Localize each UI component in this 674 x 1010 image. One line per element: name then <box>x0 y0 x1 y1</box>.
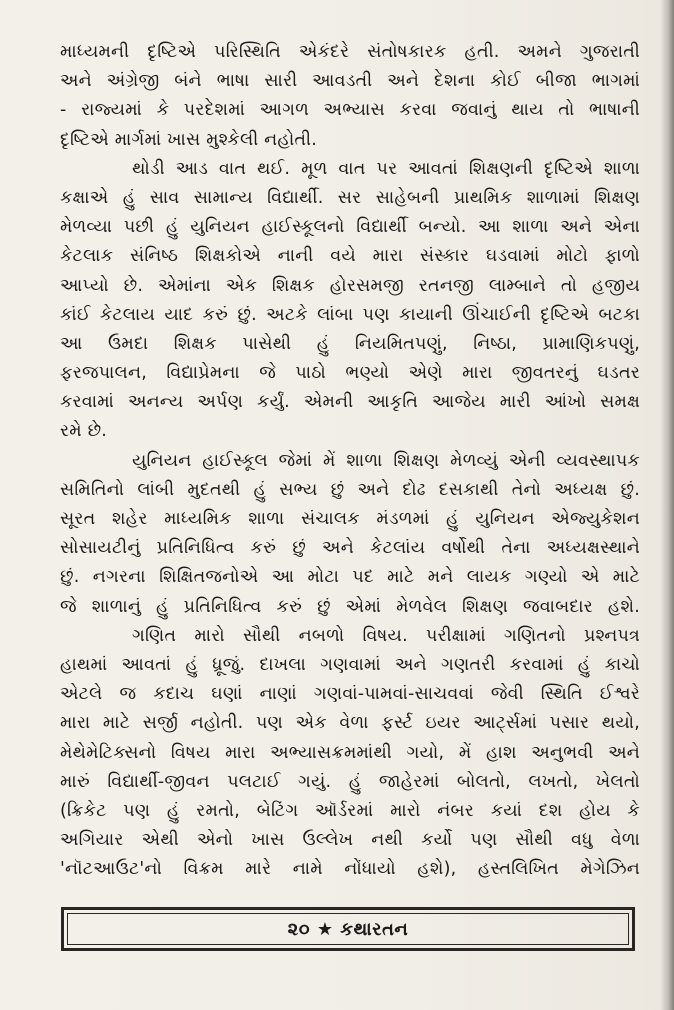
text-line: હાથમાં આવતાં હું ધ્રૂજું. દાખલા ગણવામાં અને ગણતરી કરવામાં હું કાચો <box>60 654 640 675</box>
text-line: મારું વિદ્યાર્થી-જીવન પલટાઈ ગયું. હું જાહેરમાં બોલતો, લખતો, ખેલતો <box>60 771 640 792</box>
paragraph-3 <box>60 447 640 622</box>
page-edge-shadow <box>660 0 674 1010</box>
paragraph-1 <box>60 38 640 155</box>
text-line: સૂરત શહેર માધ્યમિક શાળા સંચાલક મંડળમાં હું યુનિયન એજ્યુકેશન <box>60 509 640 529</box>
text-line: માધ્યમની દૃષ્ટિએ પરિસ્થિતિ એકંદરે સંતોષકારક હતી. અમને ગુજરાતી <box>60 42 640 62</box>
text-line: ગણિત મારો સૌથી નબળો વિષય. પરીક્ષામાં ગણિતનો પ્રશ્નપત્ર <box>132 625 640 646</box>
text-line: અને અંગ્રેજી બંને ભાષા સારી આવડતી અને દેશના કોઈ બીજા ભાગમાં <box>60 71 640 92</box>
text-line: 'નૉટઆઉટ'નો વિક્રમ મારે નામે નોંધાયો હશે), હસ્તલિખિત મેગેઝિન <box>60 859 640 880</box>
text-line: આપ્યો છે. એમાંના એક શિક્ષક હોરસમજી રતનજી લામ્બાને તો હજીય <box>60 275 640 296</box>
text-line: મેથેમેટિક્સનો વિષય મારા અભ્યાસક્રમમાંથી ગયો, મેં હાશ અનુભવી અને <box>60 742 640 763</box>
text-line: કરવામાં અનન્ય અર્પણ કર્યું. એમની આકૃતિ આજેય મારી આંખો સમક્ષ <box>60 392 640 413</box>
page-footer <box>61 907 635 951</box>
text-line: એટલે જ કદાચ ઘણાં નાણાં ગણવાં-પામવાં-સાચવવાં જેવી સ્થિતિ ઈશ્વરે <box>60 684 640 705</box>
text-line: આ ઉમદા શિક્ષક પાસેથી હું નિયમિતપણું, નિષ્ઠા, પ્રામાણિકપણું, <box>60 333 640 354</box>
text-line: મેળવ્યા પછી હું યુનિયન હાઈસ્કૂલનો વિદ્યાર્થી બન્યો. આ શાળા અને એના <box>60 217 640 238</box>
footer-inner-border <box>67 913 629 945</box>
paragraph-4 <box>60 622 640 885</box>
page-number-and-title: ૨૦ ★ કથારતન <box>287 918 409 940</box>
text-line: સોસાયટીનું પ્રતિનિધિત્વ કરું છું અને કેટલાંય વર્ષોથી તેના અધ્યક્ષસ્થાને <box>60 538 640 559</box>
text-line: કેટલાક સંનિષ્ઠ શિક્ષકોએ નાની વયે મારા સંસ્કાર ઘડવામાં મોટો ફાળો <box>60 246 640 267</box>
text-line: (ક્રિકેટ પણ હું રમતો, બેટિંગ ઑર્ડરમાં મારો નંબર કયાં દશ હોય કે <box>60 800 640 821</box>
text-line: સમિતિનો લાંબી મુદતથી હું સભ્ય છું અને દોઢ દસકાથી તેનો અધ્યક્ષ છું. <box>60 479 640 500</box>
text-line: છું. નગરના શિક્ષિતજનોએ આ મોટા પદ માટે મને લાયક ગણ્યો એ માટે <box>60 567 640 588</box>
text-line: થોડી આડ વાત થઈ. મૂળ વાત પર આવતાં શિક્ષણની દૃષ્ટિએ શાળા <box>132 158 640 179</box>
text-line: રમે છે. <box>60 421 108 442</box>
text-line: યુનિયન હાઈસ્કૂલ જેમાં મેં શાળા શિક્ષણ મેળવ્યું એની વ્યવસ્થાપક <box>132 450 640 471</box>
text-line: કક્ષાએ હું સાવ સામાન્ય વિદ્યાર્થી. સર સાહેબની પ્રાથમિક શાળામાં શિક્ષણ <box>60 187 640 208</box>
text-line: કાંઈ કેટલાય યાદ કરું છું. અટકે લાંબા પણ કાયાની ઊંચાઈની દૃષ્ટિએ બટકા <box>60 304 640 325</box>
text-line: અગિયાર એથી એનો ખાસ ઉલ્લેખ નથી કર્યો પણ સૌથી વધુ વેળા <box>60 830 640 851</box>
text-line: દૃષ્ટિએ માર્ગમાં ખાસ મુશ્કેલી નહોતી. <box>60 129 317 150</box>
text-line: ફરજપાલન, વિદ્યાપ્રેમના જે પાઠો ભણ્યો એણે મારા જીવતરનું ઘડતર <box>60 363 640 384</box>
body-text <box>60 38 640 884</box>
paragraph-2 <box>60 155 640 447</box>
text-line: મારા માટે સર્જી નહોતી. પણ એક વેળા ફર્સ્ટ ઇયર આર્ટ્સમાં પસાર થયો, <box>60 713 640 734</box>
text-line: - રાજ્યમાં કે પરદેશમાં આગળ અભ્યાસ કરવા જવાનું થાય તો ભાષાની <box>60 100 640 121</box>
text-line: જે શાળાનું હું પ્રતિનિધિત્વ કરું છું એમાં મેળવેલ શિક્ષણ જવાબદાર હશે. <box>60 596 640 617</box>
